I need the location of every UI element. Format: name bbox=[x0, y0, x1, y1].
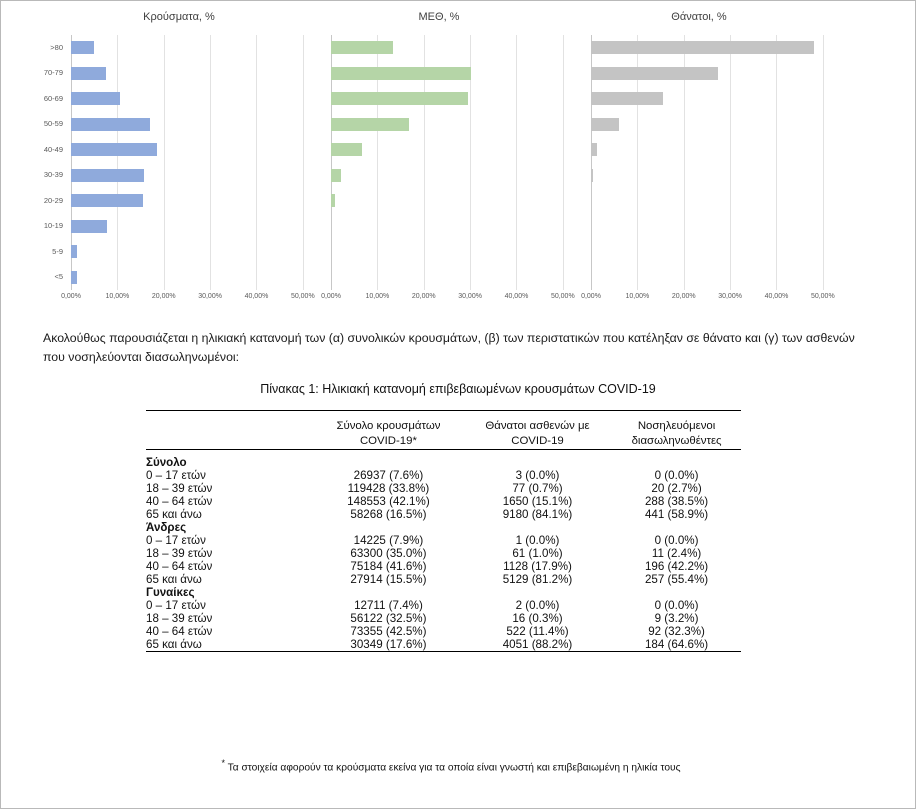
table-cell-cases: 73355 (42.5%) bbox=[350, 625, 427, 638]
chart-panel-cases bbox=[61, 35, 326, 307]
table-row bbox=[146, 547, 741, 560]
table-group-row bbox=[146, 586, 741, 599]
table-header-cell bbox=[612, 419, 741, 450]
chart-bar bbox=[71, 143, 157, 156]
chart-x-tick-label: 30,00% bbox=[198, 293, 222, 300]
table-group-row bbox=[146, 521, 741, 534]
table-wrapper bbox=[146, 410, 741, 658]
table-row bbox=[146, 573, 741, 586]
table-header-line: COVID-19* bbox=[359, 435, 417, 447]
chart-bar bbox=[71, 41, 94, 54]
chart-x-tick-label: 30,00% bbox=[458, 293, 482, 300]
table-cell-cases: 12711 (7.4%) bbox=[354, 599, 423, 612]
table-row bbox=[146, 638, 741, 652]
chart-x-tick-label: 50,00% bbox=[810, 293, 835, 300]
chart-age-label: 50-59 bbox=[43, 119, 63, 129]
chart-gridline bbox=[823, 35, 824, 290]
chart-age-label: 60-69 bbox=[43, 93, 63, 103]
chart-age-label: 10-19 bbox=[43, 221, 63, 231]
table-cell-intubated: 0 (0.0%) bbox=[654, 534, 699, 547]
table-row-label: 65 και άνω bbox=[146, 508, 202, 521]
table-header-line: διασωληνωθέντες bbox=[631, 435, 722, 447]
chart-x-tick-label: 40,00% bbox=[764, 293, 789, 300]
chart-age-label: <5 bbox=[54, 272, 63, 282]
table-row-label: 0 – 17 ετών bbox=[146, 534, 206, 547]
chart-bar bbox=[71, 92, 120, 105]
table-cell-deaths: 1128 (17.9%) bbox=[503, 560, 572, 573]
table-cell-deaths: 5129 (81.2%) bbox=[502, 573, 573, 586]
table-group-label: Σύνολο bbox=[146, 456, 187, 469]
chart-gridline bbox=[516, 35, 517, 290]
chart-x-tick-label: 0,00% bbox=[61, 293, 81, 300]
chart-bar bbox=[331, 169, 341, 182]
table-cell-intubated: 20 (2.7%) bbox=[651, 482, 702, 495]
table-cell-deaths: 3 (0.0%) bbox=[515, 469, 560, 482]
table-header-line: Σύνολο κρουσμάτων bbox=[336, 420, 441, 432]
chart-bar bbox=[591, 143, 597, 156]
chart-age-label: 20-29 bbox=[43, 195, 63, 205]
chart-bar bbox=[331, 194, 335, 207]
table-cell-intubated: 0 (0.0%) bbox=[654, 469, 699, 482]
chart-bar bbox=[591, 92, 663, 105]
table-cell-intubated: 0 (0.0%) bbox=[654, 599, 699, 612]
table-cell-intubated: 92 (32.3%) bbox=[648, 625, 705, 638]
chart-gridline bbox=[164, 35, 165, 290]
chart-x-tick-label: 40,00% bbox=[504, 293, 529, 300]
chart-bar bbox=[331, 41, 393, 54]
table-cell-intubated: 184 (64.6%) bbox=[644, 638, 709, 651]
chart-titles-row bbox=[19, 11, 897, 33]
table-cell-deaths: 522 (11.4%) bbox=[506, 625, 569, 638]
table-header-cell bbox=[314, 419, 463, 450]
chart-x-tick-label: 20,00% bbox=[671, 293, 696, 300]
table-cell-cases: 75184 (41.6%) bbox=[350, 560, 427, 573]
table-row-label: 65 και άνω bbox=[146, 638, 202, 651]
age-distribution-table bbox=[146, 410, 741, 658]
table-group-label: Γυναίκες bbox=[146, 586, 195, 599]
table-header-line: Νοσηλευόμενοι bbox=[637, 420, 716, 432]
table-cell-intubated: 9 (3.2%) bbox=[654, 612, 699, 625]
chart-bar bbox=[71, 67, 106, 80]
intro-paragraph: Ακολούθως παρουσιάζεται η ηλικιακή κατανομή των (α) συνολικών κρουσμάτων, (β) των περιστατικών που κατέληξαν σε θάνατο και (γ) των ασθενών που νοσηλεύονται διασωληνωμένοι: bbox=[43, 331, 855, 364]
table-cell-deaths: 2 (0.0%) bbox=[515, 599, 560, 612]
chart-bar bbox=[591, 41, 814, 54]
chart-title-deaths: Θάνατοι, % bbox=[671, 11, 727, 23]
chart-bar bbox=[331, 67, 471, 80]
chart-age-label: >80 bbox=[50, 42, 63, 52]
chart-x-tick-label: 0,00% bbox=[321, 293, 341, 300]
chart-x-tick-label: 50,00% bbox=[290, 293, 315, 300]
footnote-text: Τα στοιχεία αφορούν τα κρούσματα εκείνα για τα οποία είναι γνωστή και επιβεβαιωμένη η ηλικία τους bbox=[227, 762, 681, 774]
chart-x-tick-label: 20,00% bbox=[411, 293, 436, 300]
chart-bar bbox=[331, 143, 362, 156]
chart-plot-area bbox=[321, 35, 586, 300]
chart-bar bbox=[71, 271, 77, 284]
table-row-label: 40 – 64 ετών bbox=[146, 560, 213, 573]
table-cell-cases: 30349 (17.6%) bbox=[350, 638, 427, 651]
document-content bbox=[1, 1, 915, 808]
chart-y-axis-labels bbox=[19, 35, 67, 290]
chart-panel-icu bbox=[321, 35, 586, 307]
table-rule bbox=[146, 652, 741, 659]
table-group-label: Άνδρες bbox=[146, 521, 187, 534]
table-row bbox=[146, 612, 741, 625]
chart-bar bbox=[591, 118, 619, 131]
chart-bar bbox=[71, 220, 107, 233]
chart-gridline bbox=[730, 35, 731, 290]
chart-bar bbox=[71, 118, 150, 131]
table-cell-cases: 148553 (42.1%) bbox=[347, 495, 430, 508]
table-header-cell bbox=[463, 419, 612, 450]
chart-plot-area bbox=[61, 35, 326, 300]
table-footnote bbox=[151, 758, 751, 773]
chart-x-tick-label: 50,00% bbox=[550, 293, 575, 300]
chart-bar bbox=[331, 92, 468, 105]
chart-title-icu: ΜΕΘ, % bbox=[418, 11, 460, 23]
chart-age-label: 70-79 bbox=[43, 68, 63, 78]
table-row-label: 18 – 39 ετών bbox=[146, 547, 213, 560]
table-cell-cases: 27914 (15.5%) bbox=[350, 573, 427, 586]
chart-gridline bbox=[210, 35, 211, 290]
table-row-label: 18 – 39 ετών bbox=[146, 482, 213, 495]
table-row-label: 65 και άνω bbox=[146, 573, 202, 586]
table-row bbox=[146, 625, 741, 638]
chart-gridline bbox=[256, 35, 257, 290]
table-cell-deaths: 9180 (84.1%) bbox=[502, 508, 573, 521]
chart-x-tick-label: 0,00% bbox=[581, 293, 601, 300]
chart-age-label: 5-9 bbox=[52, 246, 63, 256]
chart-bar bbox=[591, 67, 718, 80]
table-cell-cases: 56122 (32.5%) bbox=[350, 612, 427, 625]
chart-bar bbox=[71, 194, 143, 207]
chart-gridline bbox=[303, 35, 304, 290]
table-cell-intubated: 196 (42.2%) bbox=[644, 560, 709, 573]
table-cell-deaths: 1650 (15.1%) bbox=[502, 495, 573, 508]
chart-age-label: 40-49 bbox=[43, 144, 63, 154]
table-row-label: 40 – 64 ετών bbox=[146, 625, 213, 638]
table-cell-cases: 63300 (35.0%) bbox=[350, 547, 427, 560]
footnote-star-icon: * bbox=[221, 758, 225, 768]
table-row bbox=[146, 599, 741, 612]
table-row bbox=[146, 534, 741, 547]
table-row bbox=[146, 508, 741, 521]
chart-gridline bbox=[776, 35, 777, 290]
chart-x-tick-label: 30,00% bbox=[718, 293, 742, 300]
table-cell-cases: 26937 (7.6%) bbox=[353, 469, 424, 482]
chart-gridline bbox=[117, 35, 118, 290]
table-cell-intubated: 441 (58.9%) bbox=[644, 508, 709, 521]
table-header-row bbox=[146, 419, 741, 450]
table-header-line: Θάνατοι ασθενών με bbox=[485, 420, 590, 432]
table-cell-cases: 14225 (7.9%) bbox=[353, 534, 424, 547]
table-cell-deaths: 1 (0.0%) bbox=[515, 534, 560, 547]
chart-x-tick-label: 20,00% bbox=[151, 293, 176, 300]
table-row-label: 40 – 64 ετών bbox=[146, 495, 213, 508]
table-row-label: 0 – 17 ετών bbox=[146, 469, 206, 482]
table-row-label: 18 – 39 ετών bbox=[146, 612, 213, 625]
table-cell-deaths: 77 (0.7%) bbox=[512, 482, 563, 495]
table-rule bbox=[146, 411, 741, 420]
table-cell-deaths: 16 (0.3%) bbox=[512, 612, 563, 625]
chart-bar bbox=[591, 169, 593, 182]
chart-bar bbox=[71, 245, 77, 258]
table-cell-cases: 119428 (33.8%) bbox=[347, 482, 430, 495]
chart-bar bbox=[331, 118, 409, 131]
age-distribution-charts bbox=[19, 11, 897, 321]
chart-age-label: 30-39 bbox=[43, 170, 63, 180]
chart-body bbox=[19, 35, 897, 305]
table-cell-intubated: 11 (2.4%) bbox=[651, 547, 702, 560]
chart-plot-area bbox=[581, 35, 846, 300]
chart-title-cases: Κρούσματα, % bbox=[143, 11, 215, 23]
table-cell-intubated: 288 (38.5%) bbox=[644, 495, 709, 508]
table-row bbox=[146, 560, 741, 573]
table-row bbox=[146, 482, 741, 495]
table-cell-intubated: 257 (55.4%) bbox=[644, 573, 709, 586]
chart-panel-deaths bbox=[581, 35, 846, 307]
table-header-line: COVID-19 bbox=[511, 435, 564, 447]
chart-x-tick-label: 10,00% bbox=[365, 293, 390, 300]
table-group-row bbox=[146, 456, 741, 469]
chart-x-tick-label: 10,00% bbox=[625, 293, 650, 300]
table-row-label: 0 – 17 ετών bbox=[146, 599, 206, 612]
table-cell-deaths: 4051 (88.2%) bbox=[502, 638, 573, 651]
table-row bbox=[146, 469, 741, 482]
chart-x-tick-label: 10,00% bbox=[105, 293, 130, 300]
chart-gridline bbox=[563, 35, 564, 290]
table-row bbox=[146, 495, 741, 508]
table-header-blank bbox=[146, 419, 314, 450]
chart-x-tick-label: 40,00% bbox=[244, 293, 269, 300]
table-cell-deaths: 61 (1.0%) bbox=[512, 547, 563, 560]
table-caption: Πίνακας 1: Ηλικιακή κατανομή επιβεβαιωμένων κρουσμάτων COVID-19 bbox=[260, 382, 656, 396]
chart-bar bbox=[71, 169, 144, 182]
table-cell-cases: 58268 (16.5%) bbox=[350, 508, 427, 521]
